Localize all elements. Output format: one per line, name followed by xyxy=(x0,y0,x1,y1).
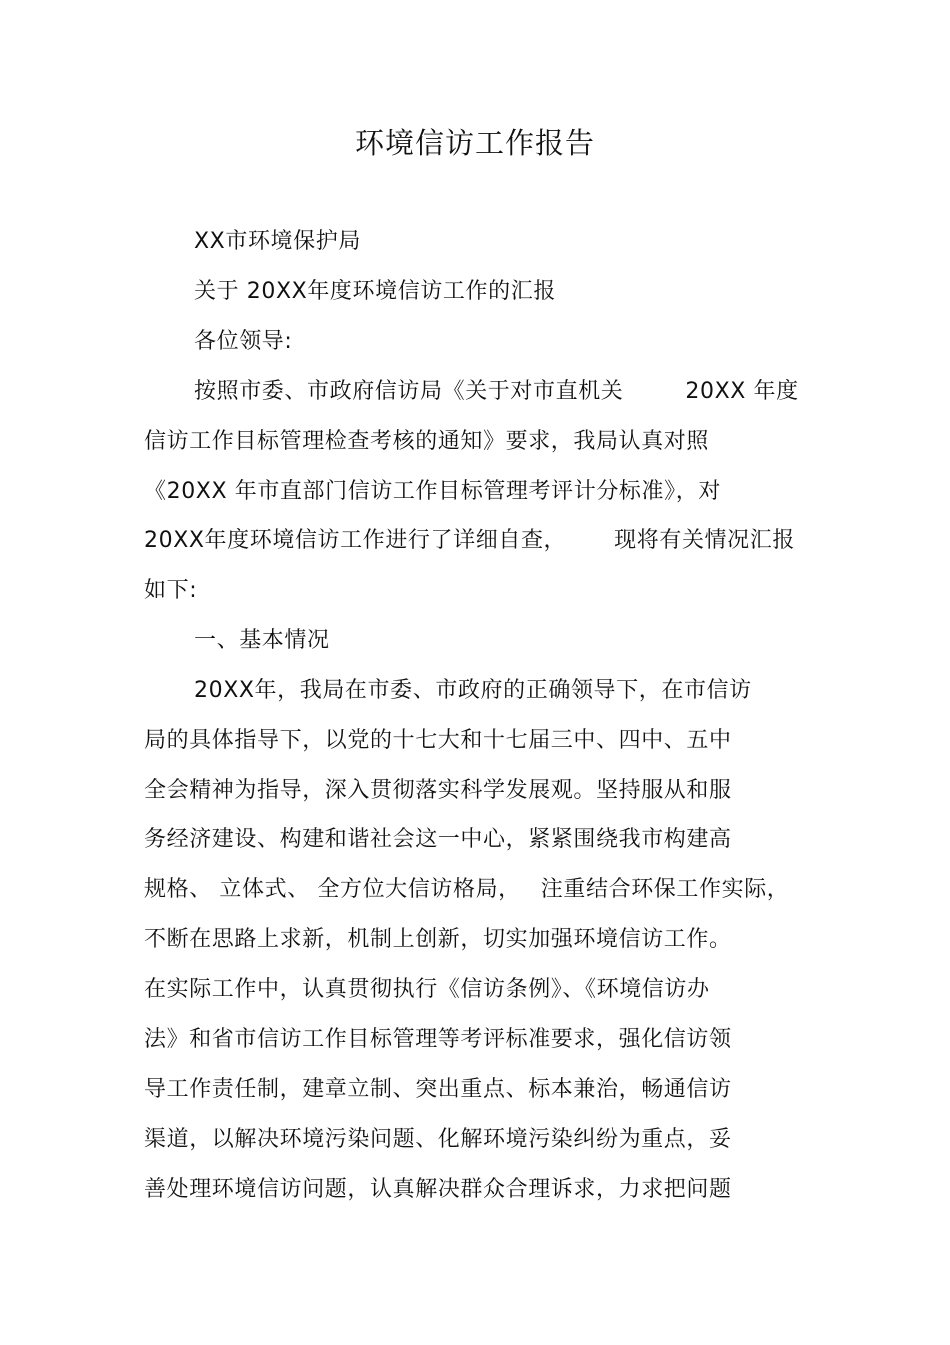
paragraph-line xyxy=(194,377,799,407)
salutation-line: 各位领导: xyxy=(194,329,293,354)
paragraph-line: 全会精神为指导，深入贯彻落实科学发展观。坚持服从和服 xyxy=(144,778,732,803)
paragraph-line xyxy=(144,875,789,905)
paragraph-line: 务经济建设、构建和谐社会这一中心，紧紧围绕我市构建高 xyxy=(144,827,732,852)
text-segment: 注重结合环保工作实际， xyxy=(540,877,790,902)
paragraph-line: 不断在思路上求新，机制上创新，切实加强环境信访工作。 xyxy=(144,927,732,952)
paragraph-line: 《20XX 年市直部门信访工作目标管理考评计分标准》，对 xyxy=(144,479,721,504)
text-segment: 按照市委、市政府信访局《关于对市直机关 xyxy=(194,379,624,404)
addressee-line: XX市环境保护局 xyxy=(194,229,361,254)
paragraph-line: 20XX年，我局在市委、市政府的正确领导下，在市信访 xyxy=(194,678,752,703)
text-segment: 现将有关情况汇报 xyxy=(614,528,795,553)
text-segment: 20XX年度环境信访工作进行了详细自查， xyxy=(144,528,567,553)
subject-line: 关于 20XX年度环境信访工作的汇报 xyxy=(194,279,556,304)
text-segment: 规格、 立体式、 全方位大信访格局， xyxy=(144,877,521,902)
paragraph-line: 法》和省市信访工作目标管理等考评标准要求，强化信访领 xyxy=(144,1027,732,1052)
paragraph-line: 导工作责任制，建章立制、突出重点、标本兼治，畅通信访 xyxy=(144,1077,732,1102)
paragraph-line: 信访工作目标管理检查考核的通知》要求，我局认真对照 xyxy=(144,429,710,454)
paragraph-line: 如下: xyxy=(144,578,198,603)
paragraph-line: 善处理环境信访问题，认真解决群众合理诉求，力求把问题 xyxy=(144,1177,732,1202)
paragraph-line: 渠道，以解决环境污染问题、化解环境污染纠纷为重点，妥 xyxy=(144,1127,732,1152)
section-heading: 一、基本情况 xyxy=(194,628,330,653)
paragraph-line: 在实际工作中，认真贯彻执行《信访条例》、《环境信访办 xyxy=(144,977,710,1002)
paragraph-line xyxy=(144,526,795,556)
text-segment: 20XX 年度 xyxy=(685,379,799,404)
paragraph-line: 局的具体指导下，以党的十七大和十七届三中、四中、五中 xyxy=(144,728,732,753)
document-title: 环境信访工作报告 xyxy=(354,126,595,160)
